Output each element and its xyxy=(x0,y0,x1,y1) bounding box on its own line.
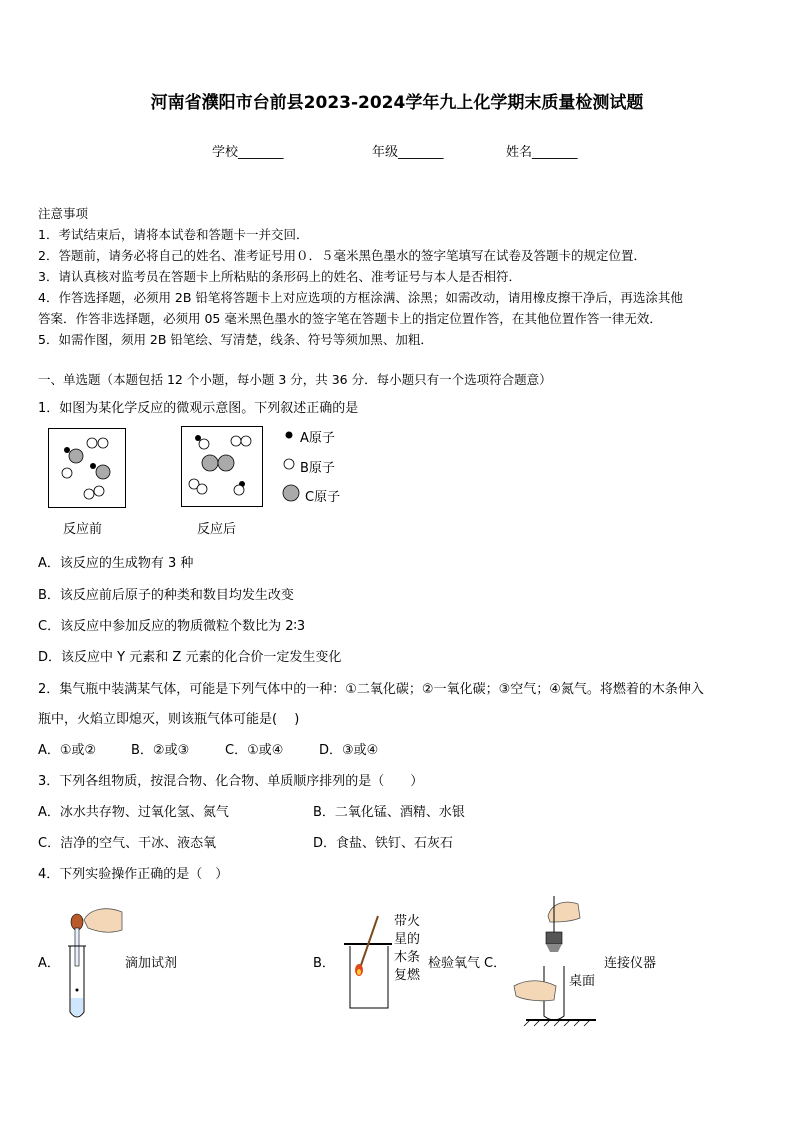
legend-c-atom: C原子 xyxy=(305,490,341,505)
before-reaction-box xyxy=(48,428,126,508)
school-field: 学校_______ xyxy=(212,145,284,160)
after-label: 反应后 xyxy=(197,522,237,537)
option-a: A．该反应的生成物有 3 种 xyxy=(38,556,194,571)
option-b-text: 检验氧气 xyxy=(428,956,481,971)
option-a-text: 滴加试剂 xyxy=(125,956,178,971)
option-c: C．①或④ xyxy=(225,743,284,758)
section-heading: 一、单选题（本题包括 12 个小题，每小题 3 分，共 36 分．每小题只有一个选项符合题意） xyxy=(38,372,552,387)
label-line: 带火 xyxy=(394,914,421,929)
page-title: 河南省濮阳市台前县2023-2024学年九上化学期末质量检测试题 xyxy=(150,93,644,113)
option-b-letter: B． xyxy=(313,956,335,971)
option-c-text: 连接仪器 xyxy=(604,956,657,971)
question-3-stem: 3．下列各组物质，按混合物、化合物、单质顺序排列的是（ ） xyxy=(38,774,424,789)
name-field: 姓名_______ xyxy=(506,145,578,160)
after-molecules xyxy=(182,427,262,506)
question-2-stem-cont: 瓶中，火焰立即熄灭，则该瓶气体可能是( ) xyxy=(38,712,300,727)
option-b: B．该反应前后原子的种类和数目均发生改变 xyxy=(38,588,294,603)
option-c-letter: C． xyxy=(484,956,507,971)
label-line: 复燃 xyxy=(394,968,421,983)
option-a: A．①或② xyxy=(38,743,97,758)
table-label: 桌面 xyxy=(569,974,596,989)
legend-b-atom: B原子 xyxy=(300,461,335,476)
dropper-test-tube-illustration xyxy=(64,902,134,1022)
notice-item: 4．作答选择题，必须用 2B 铅笔将答题卡上对应选项的方框涂满、涂黑；如需改动，请用橡皮擦干净后，再选涂其他 xyxy=(38,290,683,305)
notice-item: 2．答题前，请务必将自己的姓名、准考证号用０．５毫米黑色墨水的签字笔填写在试卷及答题卡的规定位置． xyxy=(38,248,646,263)
label-line: 木条 xyxy=(394,950,421,965)
notice-item: 1．考试结束后，请将本试卷和答题卡一并交回． xyxy=(38,227,309,242)
notice-item: 3．请认真核对监考员在答题卡上所粘贴的条形码上的姓名、准考证号与本人是否相符． xyxy=(38,269,521,284)
option-a: A．冰水共存物、过氧化氢、氮气 xyxy=(38,805,229,820)
before-molecules xyxy=(49,429,125,507)
notice-item: 答案．作答非选择题，必须用 05 毫米黑色墨水的签字笔在答题卡上的指定位置作答，在其他位置作答一律无效． xyxy=(38,311,662,326)
option-c: C．该反应中参加反应的物质微粒个数比为 2∶3 xyxy=(38,619,306,634)
notice-heading: 注意事项 xyxy=(38,206,89,221)
option-c: C．洁净的空气、干冰、液态氧 xyxy=(38,836,217,851)
legend-icons xyxy=(282,426,302,506)
before-label: 反应前 xyxy=(63,522,103,537)
notice-item: 5．如需作图，须用 2B 铅笔绘、写清楚，线条、符号等须加黑、加粗． xyxy=(38,332,433,347)
connect-apparatus-illustration xyxy=(508,896,608,1026)
after-reaction-box xyxy=(181,426,263,507)
option-d: D．该反应中 Y 元素和 Z 元素的化合价一定发生变化 xyxy=(38,650,342,665)
option-b: B．二氧化锰、酒精、水银 xyxy=(313,805,465,820)
option-a-letter: A． xyxy=(38,956,60,971)
grade-field: 年级_______ xyxy=(372,145,444,160)
label-line: 星的 xyxy=(394,932,421,947)
question-1-stem: 1．如图为某化学反应的微观示意图。下列叙述正确的是 xyxy=(38,401,359,416)
option-b: B．②或③ xyxy=(131,743,190,758)
option-d: D．食盐、铁钉、石灰石 xyxy=(313,836,454,851)
question-2-stem: 2．集气瓶中装满某气体，可能是下列气体中的一种：①二氧化碳；②一氧化碳；③空气；④氮气。将燃着的木条伸入 xyxy=(38,682,704,697)
legend-a-atom: A原子 xyxy=(300,431,335,446)
question-4-stem: 4．下列实验操作正确的是（ ） xyxy=(38,867,229,882)
option-d: D．③或④ xyxy=(319,743,379,758)
glowing-splint-jar-illustration xyxy=(340,912,400,1012)
